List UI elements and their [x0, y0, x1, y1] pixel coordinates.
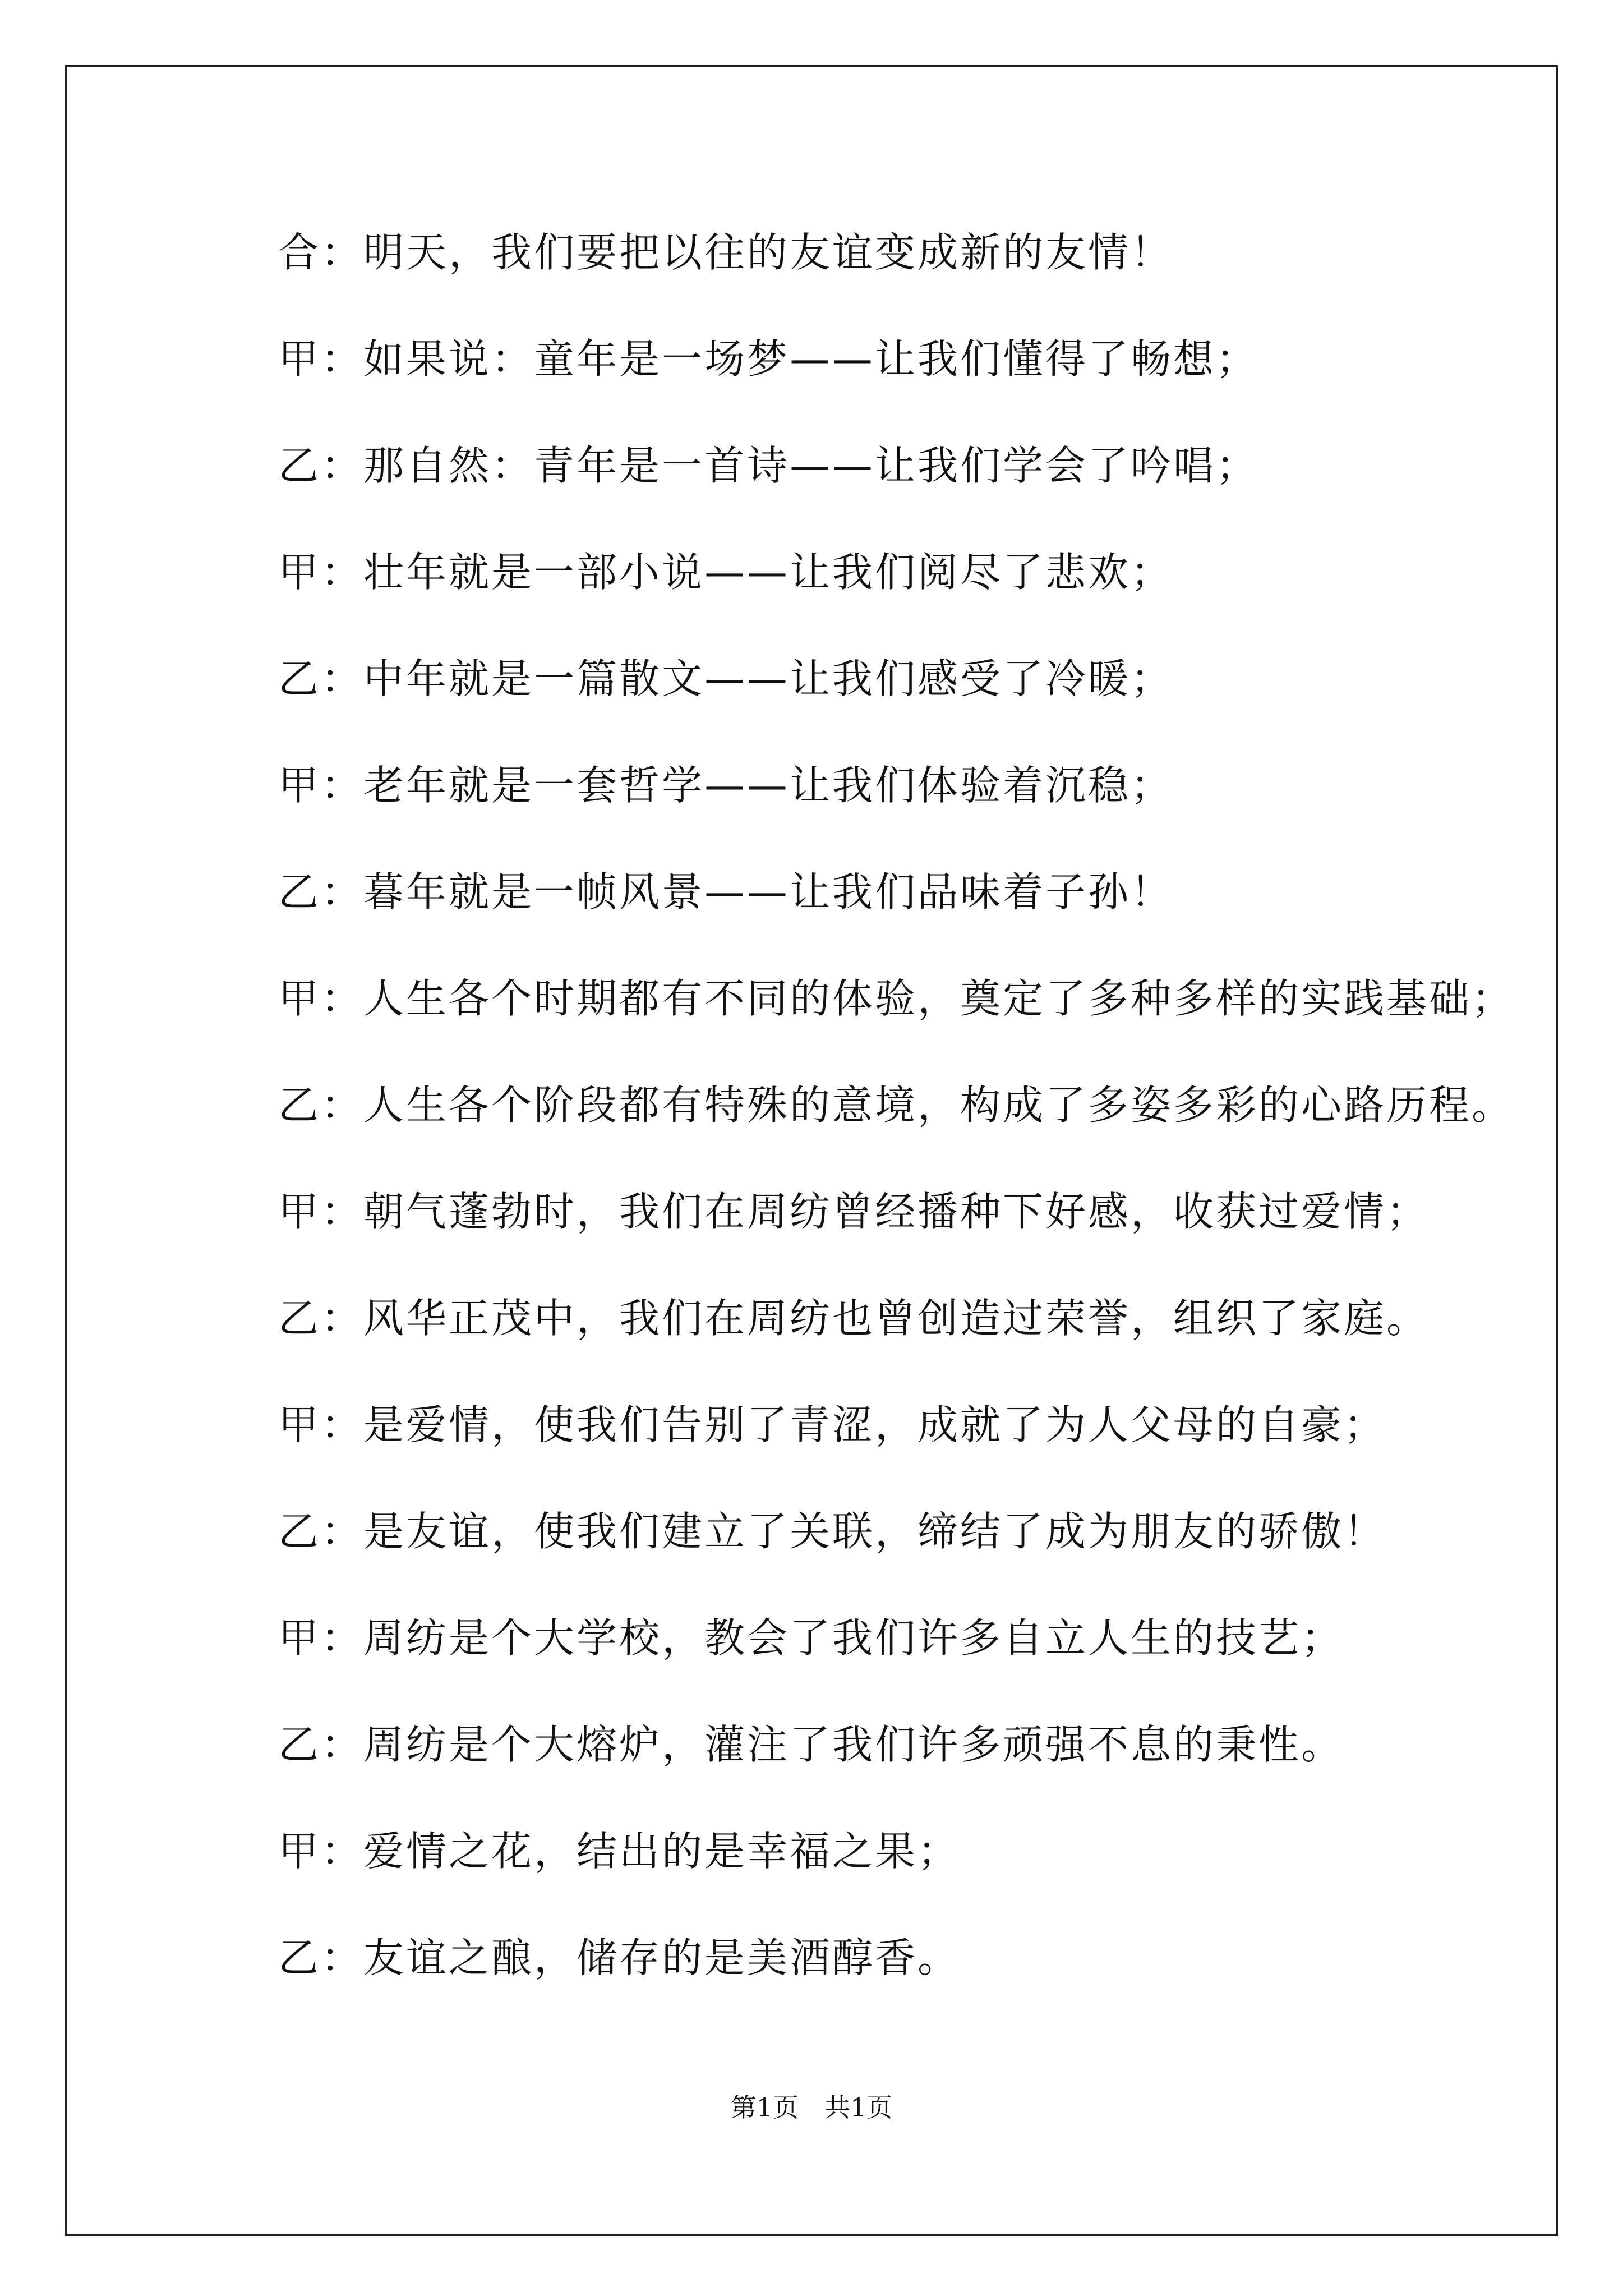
document-body [278, 223, 1546, 2035]
text-line: 甲：是爱情，使我们告别了青涩，成就了为人父母的自豪； [278, 1401, 1387, 1448]
page-total: 共1页 [824, 2092, 893, 2123]
text-line: 合：明天，我们要把以往的友谊变成新的友情！ [278, 229, 1174, 276]
text-line: 甲：人生各个时期都有不同的体验，奠定了多种多样的实践基础； [278, 975, 1515, 1022]
text-line: 乙：暮年就是一帧风景——让我们品味着子孙！ [278, 868, 1174, 915]
text-line: 甲：周纺是个大学校，教会了我们许多自立人生的技艺； [278, 1614, 1344, 1662]
text-line: 甲：如果说：童年是一场梦——让我们懂得了畅想； [278, 335, 1259, 383]
text-line: 乙：是友谊，使我们建立了关联，缔结了成为朋友的骄傲！ [278, 1508, 1387, 1555]
text-line: 乙：友谊之酿，储存的是美酒醇香。 [278, 1934, 961, 1981]
page-number: 第1页 [730, 2092, 799, 2123]
page-footer [0, 2091, 1623, 2124]
text-line: 乙：风华正茂中，我们在周纺也曾创造过荣誉，组织了家庭。 [278, 1295, 1430, 1342]
text-line: 乙：人生各个阶段都有特殊的意境，构成了多姿多彩的心路历程。 [278, 1082, 1515, 1129]
text-line: 甲：爱情之花，结出的是幸福之果； [278, 1828, 961, 1875]
text-line: 甲：壮年就是一部小说——让我们阅尽了悲欢； [278, 549, 1174, 596]
text-line: 乙：周纺是个大熔炉，灌注了我们许多顽强不息的秉性。 [278, 1721, 1344, 1768]
text-line: 乙：中年就是一篇散文——让我们感受了冷暖； [278, 655, 1174, 702]
text-line: 甲：老年就是一套哲学——让我们体验着沉稳； [278, 762, 1174, 809]
text-line: 甲：朝气蓬勃时，我们在周纺曾经播种下好感，收获过爱情； [278, 1188, 1430, 1235]
text-line: 乙：那自然：青年是一首诗——让我们学会了吟唱； [278, 442, 1259, 489]
